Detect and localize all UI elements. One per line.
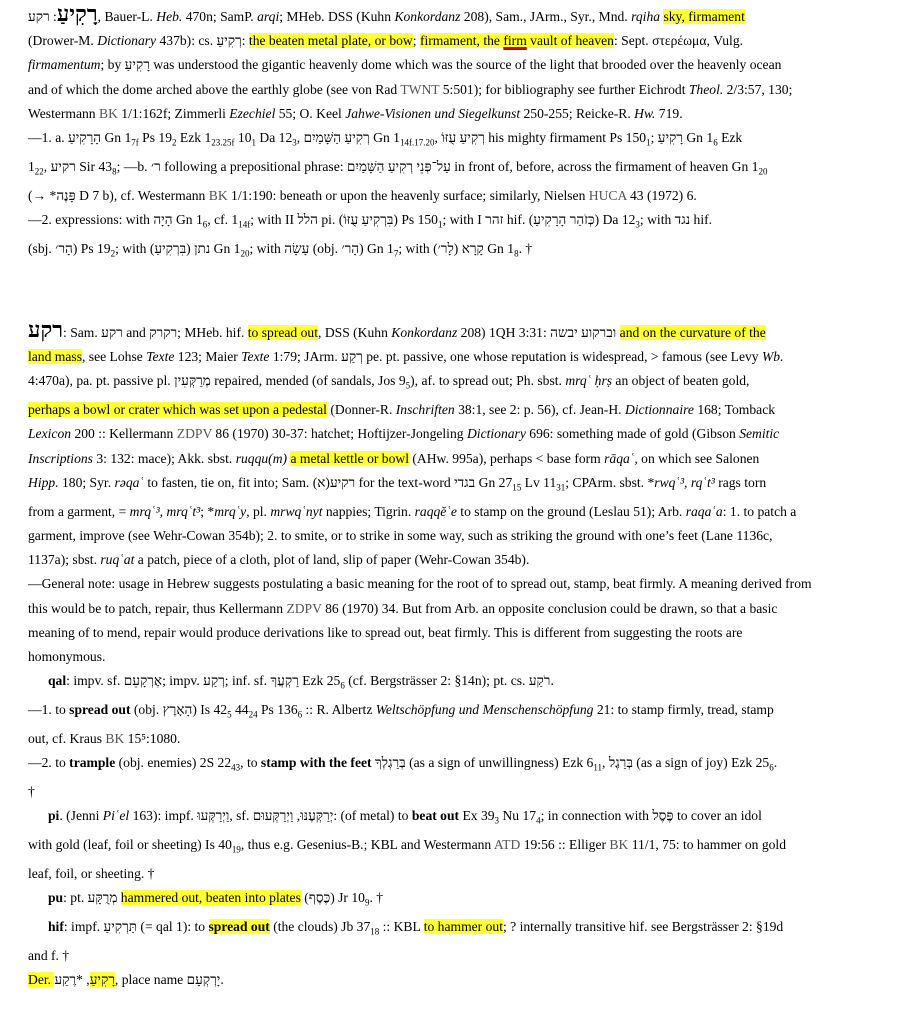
entry-line: Hipp. 180; Syr. rəqaʿ to fasten, tie on, fit into; Sam. (א)רקיע for the text-word בגדי Gn $27_{15}$ Lv $11_{31}$; CPArm. sbst. *rwqʿ³, rqʿt³ rags torn <box>28 474 767 493</box>
entry-rq <box>28 318 894 993</box>
entry-line: (→ *פָּנֶה D 7 b), cf. Westermann BK 1/1:190: beneath or upon the heavenly surface; similarly, Nielsen HUCA 43 (1972) 6. <box>28 187 697 203</box>
highlight: hammered out, beaten into plates <box>120 890 301 906</box>
entry-line: (Drower-M. Dictionary 437b): cs. רְקִיעַ: the beaten metal plate, or bow; firmament, the firm vault of heaven: Sept. στερέωμα, Vulg. <box>28 33 744 49</box>
entry-line: (sbj. הָר׳) Ps $19_2$; with נתן (בִּרְקִיעַ) Gn $1_{20}$; with עָשָׂה (obj. הָר׳) Gn $1_7$; with קָרָא (לָר׳) Gn $1_8$. † <box>28 240 533 259</box>
entry-line: —General note: usage in Hebrew suggests postulating a basic meaning for the root of to spread out, stamp, beat firmly. A meaning derived from <box>28 576 812 592</box>
entry-line: † <box>28 784 35 800</box>
entry-headword: רקע <box>28 316 64 342</box>
entry-line: with gold (leaf, foil or sheeting) Is $40_{19}$, thus e.g. Gesenius-B.; KBL and Westermann ATD 19:56 :: Elliger BK 11/1, 75: to hammer on gold <box>28 837 787 855</box>
highlight: perhaps a bowl or crater which was set upon a pedestal <box>28 402 327 418</box>
entry-line: $1_{22}$, רקיע Sir $43_8$; —b. ר׳ following a prepositional phrase: עַל־פְּנֵי רְקִיעַ הַשָּׁמַיִם in front of, before, across the firmament of heaven Gn $1_{20}$ <box>28 158 768 177</box>
entry-line: and of which the dome arched above the earthly globe (see von Rad TWNT 5:501); for bibliography see further Eichrodt Theol. 2/3:57, 130; <box>28 81 793 97</box>
entry-spacer <box>28 266 894 318</box>
entry-line: 1137a); sbst. ruqʿat a patch, piece of a cloth, plot of land, slip of paper (Wehr-Cowan 354b). <box>28 552 530 568</box>
entry-line: hif: impf. תַּרְקִיעַ (= qal 1): to spread out (the clouds) Jb $37_{18}$ :: KBL to hammer out; ? internally transitive hif. see Bergsträsser 2: §19d <box>48 919 784 938</box>
highlight: to spread out <box>247 324 319 340</box>
dictionary-page <box>28 0 894 993</box>
entry-line: out, cf. Kraus BK 15⁵:1080. <box>28 731 181 747</box>
highlight: to hammer out <box>423 919 503 935</box>
highlight: the beaten metal plate, or bow <box>248 33 413 49</box>
highlight: sky, firmament <box>663 9 745 24</box>
highlight: land mass <box>28 349 82 365</box>
entry-line: —2. to trample (obj. enemies) 2S $22_{43}$, to stamp with the feet בְּרַגְלְךָ (as a sign of unwillingness) Ezk $6_{11}$, בְּרַגֶל (as a sign of joy) Ezk $25_6$. <box>28 755 778 773</box>
entry-line: garment, improve (see Wehr-Cowan 354b); 2. to smite, or to strike in some way, such as striking the ground with one’s feet (Lane 1136c, <box>28 527 773 543</box>
entry-line: Westermann BK 1/1:162f; Zimmerli Ezechiel 55; O. Keel Jahwe-Visionen und Siegelkunst 250-255; Reicke-R. Hw. 719. <box>28 105 683 121</box>
entry-line: firmamentum; by רָקִיעַ was understood the gigantic heavenly dome which was the source of the light that brooded over the heavenly ocean <box>28 57 782 73</box>
entry-raqia <box>28 0 894 266</box>
highlight: Der. רָקִיעַ <box>28 972 115 988</box>
entry-line: qal: impv. sf. אֶרְקָעֵם; impv. רְקַע; inf. sf. רַקְעֲךָ Ezk $25_6$ (cf. Bergsträsser 2: §14n); pt. cs. רֹקַע. <box>48 673 554 691</box>
entry-line: pi. (Jenni Piʿel 163): impf. וַיְרַקְּעוּ, sf. יְרַקְּעֶנּוּ, וַיְרַקְּעוּם: (of metal) to beat out Ex $39_3$ Nu $17_4$; in connection with פֶּסֶל to cover an idol <box>48 808 762 827</box>
entry-line: Lexicon 200 :: Kellermann ZDPV 86 (1970) 30-37: hatchet; Hoftijzer-Jongeling Dictionary 696: something made of gold (Gibson Semitic <box>28 426 780 442</box>
entry-line: Der. רָקִיעַ, *רֶקַע, place name יָרְקְעָם. <box>28 972 224 988</box>
highlight: firmament, the firm vault of heaven <box>419 33 614 49</box>
highlight: a metal kettle or bowl <box>290 450 409 466</box>
entry-line: land mass, see Lohse Texte 123; Maier Texte 1:79; JArm. רְקַע pe. pt. passive, one whose reputation is widespread, > famous (see Levy Wb. <box>28 349 784 365</box>
entry-line: meaning of to mend, repair would produce derivations like to spread out, beat firmly. This is different from suggesting the roots are <box>28 624 743 640</box>
entry-line: —2. expressions: with הָיָה Gn $1_6$, cf. $1_{14f}$; with II הלל pi. (בִּרְקִיעַ עֻזּוֹ) Ps $150_1$; with I זהר hif. (כְּזֹהַר הָרָקִיעַ) Da $12_3$; with נגד hif. <box>28 212 713 230</box>
entry-line: Inscriptions 3: 132: mace); Akk. sbst. ruqqu(m) a metal kettle or bowl (AHw. 995a), perhaps < base form rāqaʿ, on which see Salonen <box>28 450 760 466</box>
entry-line: this would be to patch, repair, thus Kellermann ZDPV 86 (1970) 34. But from Arb. an opposite conclusion could be drawn, so that a basic <box>28 600 778 616</box>
highlight: spread out <box>208 919 270 935</box>
entry-line: 4:470a), pa. pt. passive pl. מְרַקְּעִין repaired, mended (of sandals, Jos $9_5$), af. to spread out; Ph. sbst. mrqʿ ḥrṣ an object of beaten gold, <box>28 373 750 392</box>
entry-line: —1. to spread out (obj. הָאָרֶץ) Is $42_5$ $44_{24}$ Ps $136_6$ :: R. Albertz Weltschöpfung und Menschenschöpfung 21: to stamp firmly, tread, stamp <box>28 702 774 720</box>
entry-line: pu: pt. מְרֻקָּע hammered out, beaten into plates (כֶּסֶף) Jr $10_9$. † <box>48 890 384 909</box>
entry-line: רקע: Sam. רקע and רקרק; MHeb. hif. to spread out, DSS (Kuhn Konkordanz 208) 1QH 3:31: וברקוע יבשה and on the curvature of the <box>28 316 766 342</box>
entry-line: —1. a. הָרָקִיעַ Gn $1_{7f}$ Ps $19_2$ Ezk $1_{23.25f}$ $10_1$ Da $12_3$, רְקִיעַ הַשָּׁמַיִם Gn $1_{14f.17.20}$, רְקִיעַ עֻזּוֹ his mighty firmament Ps $150_1$; רָקִיעַ Gn $1_6$ Ezk <box>28 130 743 148</box>
highlight: and on the curvature of the <box>619 324 766 340</box>
entry-line: from a garment, = mrqʿ³, mrqʿt³; *mrqʿy, pl. mrwqʿnyt nappies; Tigrin. raqqĕʿe to stamp on the ground (Leslau 51); Arb. raqaʿa: 1. to patch a <box>28 503 797 519</box>
entry-headword: רָקִיעַ <box>56 1 98 26</box>
entry-line: perhaps a bowl or crater which was set upon a pedestal (Donner-R. Inschriften 38:1, see 2: p. 56), cf. Jean-H. Dictionnaire 168; Tomback <box>28 402 776 418</box>
entry-line: and f. † <box>28 948 70 964</box>
entry-line: leaf, foil, or sheeting. † <box>28 866 155 882</box>
entry-line: homonymous. <box>28 648 106 664</box>
red-underline: firm <box>503 33 527 49</box>
entry-line: רָקִיעַ: רקע, Bauer-L. Heb. 470n; SamP. arqi; MHeb. DSS (Kuhn Konkordanz 208), Sam., JArm., Syr., Mnd. rqiha sky, firmament <box>28 1 745 26</box>
